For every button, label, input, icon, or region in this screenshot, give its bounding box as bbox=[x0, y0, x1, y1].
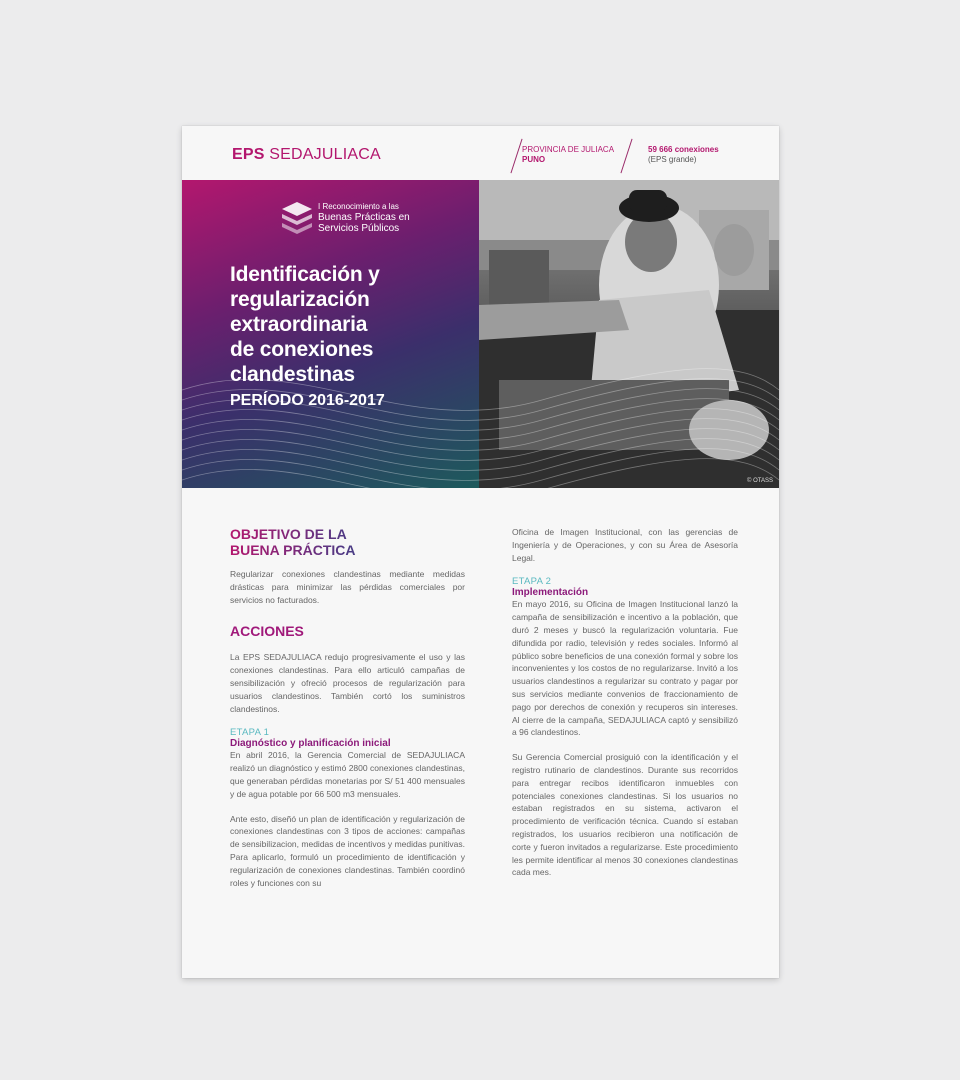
etapa-2-paragraph-2: Su Gerencia Comercial prosiguió con la identificación y el registro rutinario de clandestinos. Durante sus recorridos para entregar recibos identificaron inmuebles con potenciales conexiones clandestinas. Si los usuarios no estaban registrados en su sistema, activaron el procedimiento de verificación técnica. Cuando sí estaban registrados, los usuarios recibieron una notificación de corte y fueron invitados a regularizarse. Este procedimiento les permite identificar al menos 30 conexiones clandestinas cada mes. bbox=[512, 752, 738, 878]
cover-banner bbox=[182, 180, 779, 488]
actions-heading: ACCIONES bbox=[230, 623, 304, 640]
title-line-2: regularización bbox=[230, 288, 370, 311]
header-divider-1 bbox=[510, 139, 522, 174]
award-line-2: Buenas Prácticas en bbox=[318, 212, 410, 223]
organization-name bbox=[232, 146, 381, 164]
connections-info bbox=[648, 145, 719, 165]
title-line-1: Identificación y bbox=[230, 263, 380, 286]
etapa-1-title: Diagnóstico y planificación inicial bbox=[230, 738, 391, 750]
objective-heading-line-1: OBJETIVO DE LA bbox=[230, 526, 347, 542]
eps-size: (EPS grande) bbox=[648, 155, 697, 164]
actions-intro: La EPS SEDAJULIACA redujo progresivamente el uso y las conexiones clandestinas. Para ello articuló campañas de sensibilización y ofreció procesos de regularización para usuarios clandestinos. También cortó los suministros clandestinos. bbox=[230, 652, 465, 714]
title-line-3: extraordinaria bbox=[230, 313, 368, 336]
award-logo-text bbox=[318, 202, 410, 234]
etapa-1-paragraph-2: Ante esto, diseñó un plan de identificación y regularización de conexiones clandestinas con 3 tipos de acciones: campañas de sensibilizacion, medidas de incentivos y medidas punitivas. Para aplicarlo, formuló un procedimiento de identificación y regularización de conexiones clandestinas. También coordinó roles y funciones con su bbox=[230, 813, 465, 888]
region-name: PUNO bbox=[522, 155, 546, 164]
award-line-3: Servicios Públicos bbox=[318, 223, 400, 234]
left-column bbox=[230, 526, 465, 889]
title-line-4: de conexiones bbox=[230, 338, 374, 361]
etapa-1-paragraph-1: En abril 2016, la Gerencia Comercial de SEDAJULIACA realizó un diagnóstico y estimó 2800 conexiones clandestinas, que generaban pérdidas monetarias por S/ 51 400 mensuales y de agua potable por 66 500 m3 mensuales. bbox=[230, 750, 465, 799]
province-name: PROVINCIA DE JULIACA bbox=[522, 145, 615, 154]
org-prefix: EPS bbox=[232, 146, 265, 163]
continued-paragraph: Oficina de Imagen Institucional, con las gerencias de Ingeniería y de Operaciones, y con su Área de Asesoría Legal. bbox=[512, 527, 738, 563]
etapa-2-title: Implementación bbox=[512, 587, 589, 599]
objective-text: Regularizar conexiones clandestinas mediante medidas drásticas para minimizar las pérdidas comerciales por servicios no facturados. bbox=[230, 569, 465, 605]
connections-count: 59 666 conexiones bbox=[648, 145, 719, 154]
objective-heading-line-2: BUENA PRÁCTICA bbox=[230, 542, 356, 558]
title-line-5: clandestinas bbox=[230, 363, 355, 386]
etapa-2-label: ETAPA 2 bbox=[512, 576, 552, 588]
document-header bbox=[182, 126, 779, 180]
document-title bbox=[230, 262, 470, 387]
award-line-1: I Reconocimiento a las bbox=[318, 202, 399, 211]
header-divider-2 bbox=[620, 139, 632, 174]
org-title: SEDAJULIACA bbox=[269, 146, 381, 163]
objective-heading bbox=[230, 526, 465, 558]
province-info bbox=[522, 145, 614, 165]
etapa-2-paragraph-1: En mayo 2016, su Oficina de Imagen Institucional lanzó la campaña de sensibilización e incentivo a la población, que duró 2 meses y buscó la regularización voluntaria. Fue difundida por radio, televisión y redes sociales. Informó al público sobre beneficios de una conexión formal y sobre los inconvenientes y los costos de no regularizarse. Invitó a los usuarios clandestinos a regularizar su contrato y pagar por sus servicios mediante convenios de fraccionamiento de pago por derechos de conexión y recuperos sin intereses. Al cierre de la campaña, SEDAJULIACA captó y sensibilizó a 96 clandestinos. bbox=[512, 599, 738, 738]
etapa-1-label: ETAPA 1 bbox=[230, 727, 270, 739]
right-column bbox=[512, 526, 738, 879]
document-sheet bbox=[182, 126, 779, 978]
period-label: PERÍODO 2016-2017 bbox=[230, 392, 385, 409]
award-logo-icon bbox=[280, 200, 314, 243]
photo-credit: © OTASS bbox=[747, 478, 773, 484]
